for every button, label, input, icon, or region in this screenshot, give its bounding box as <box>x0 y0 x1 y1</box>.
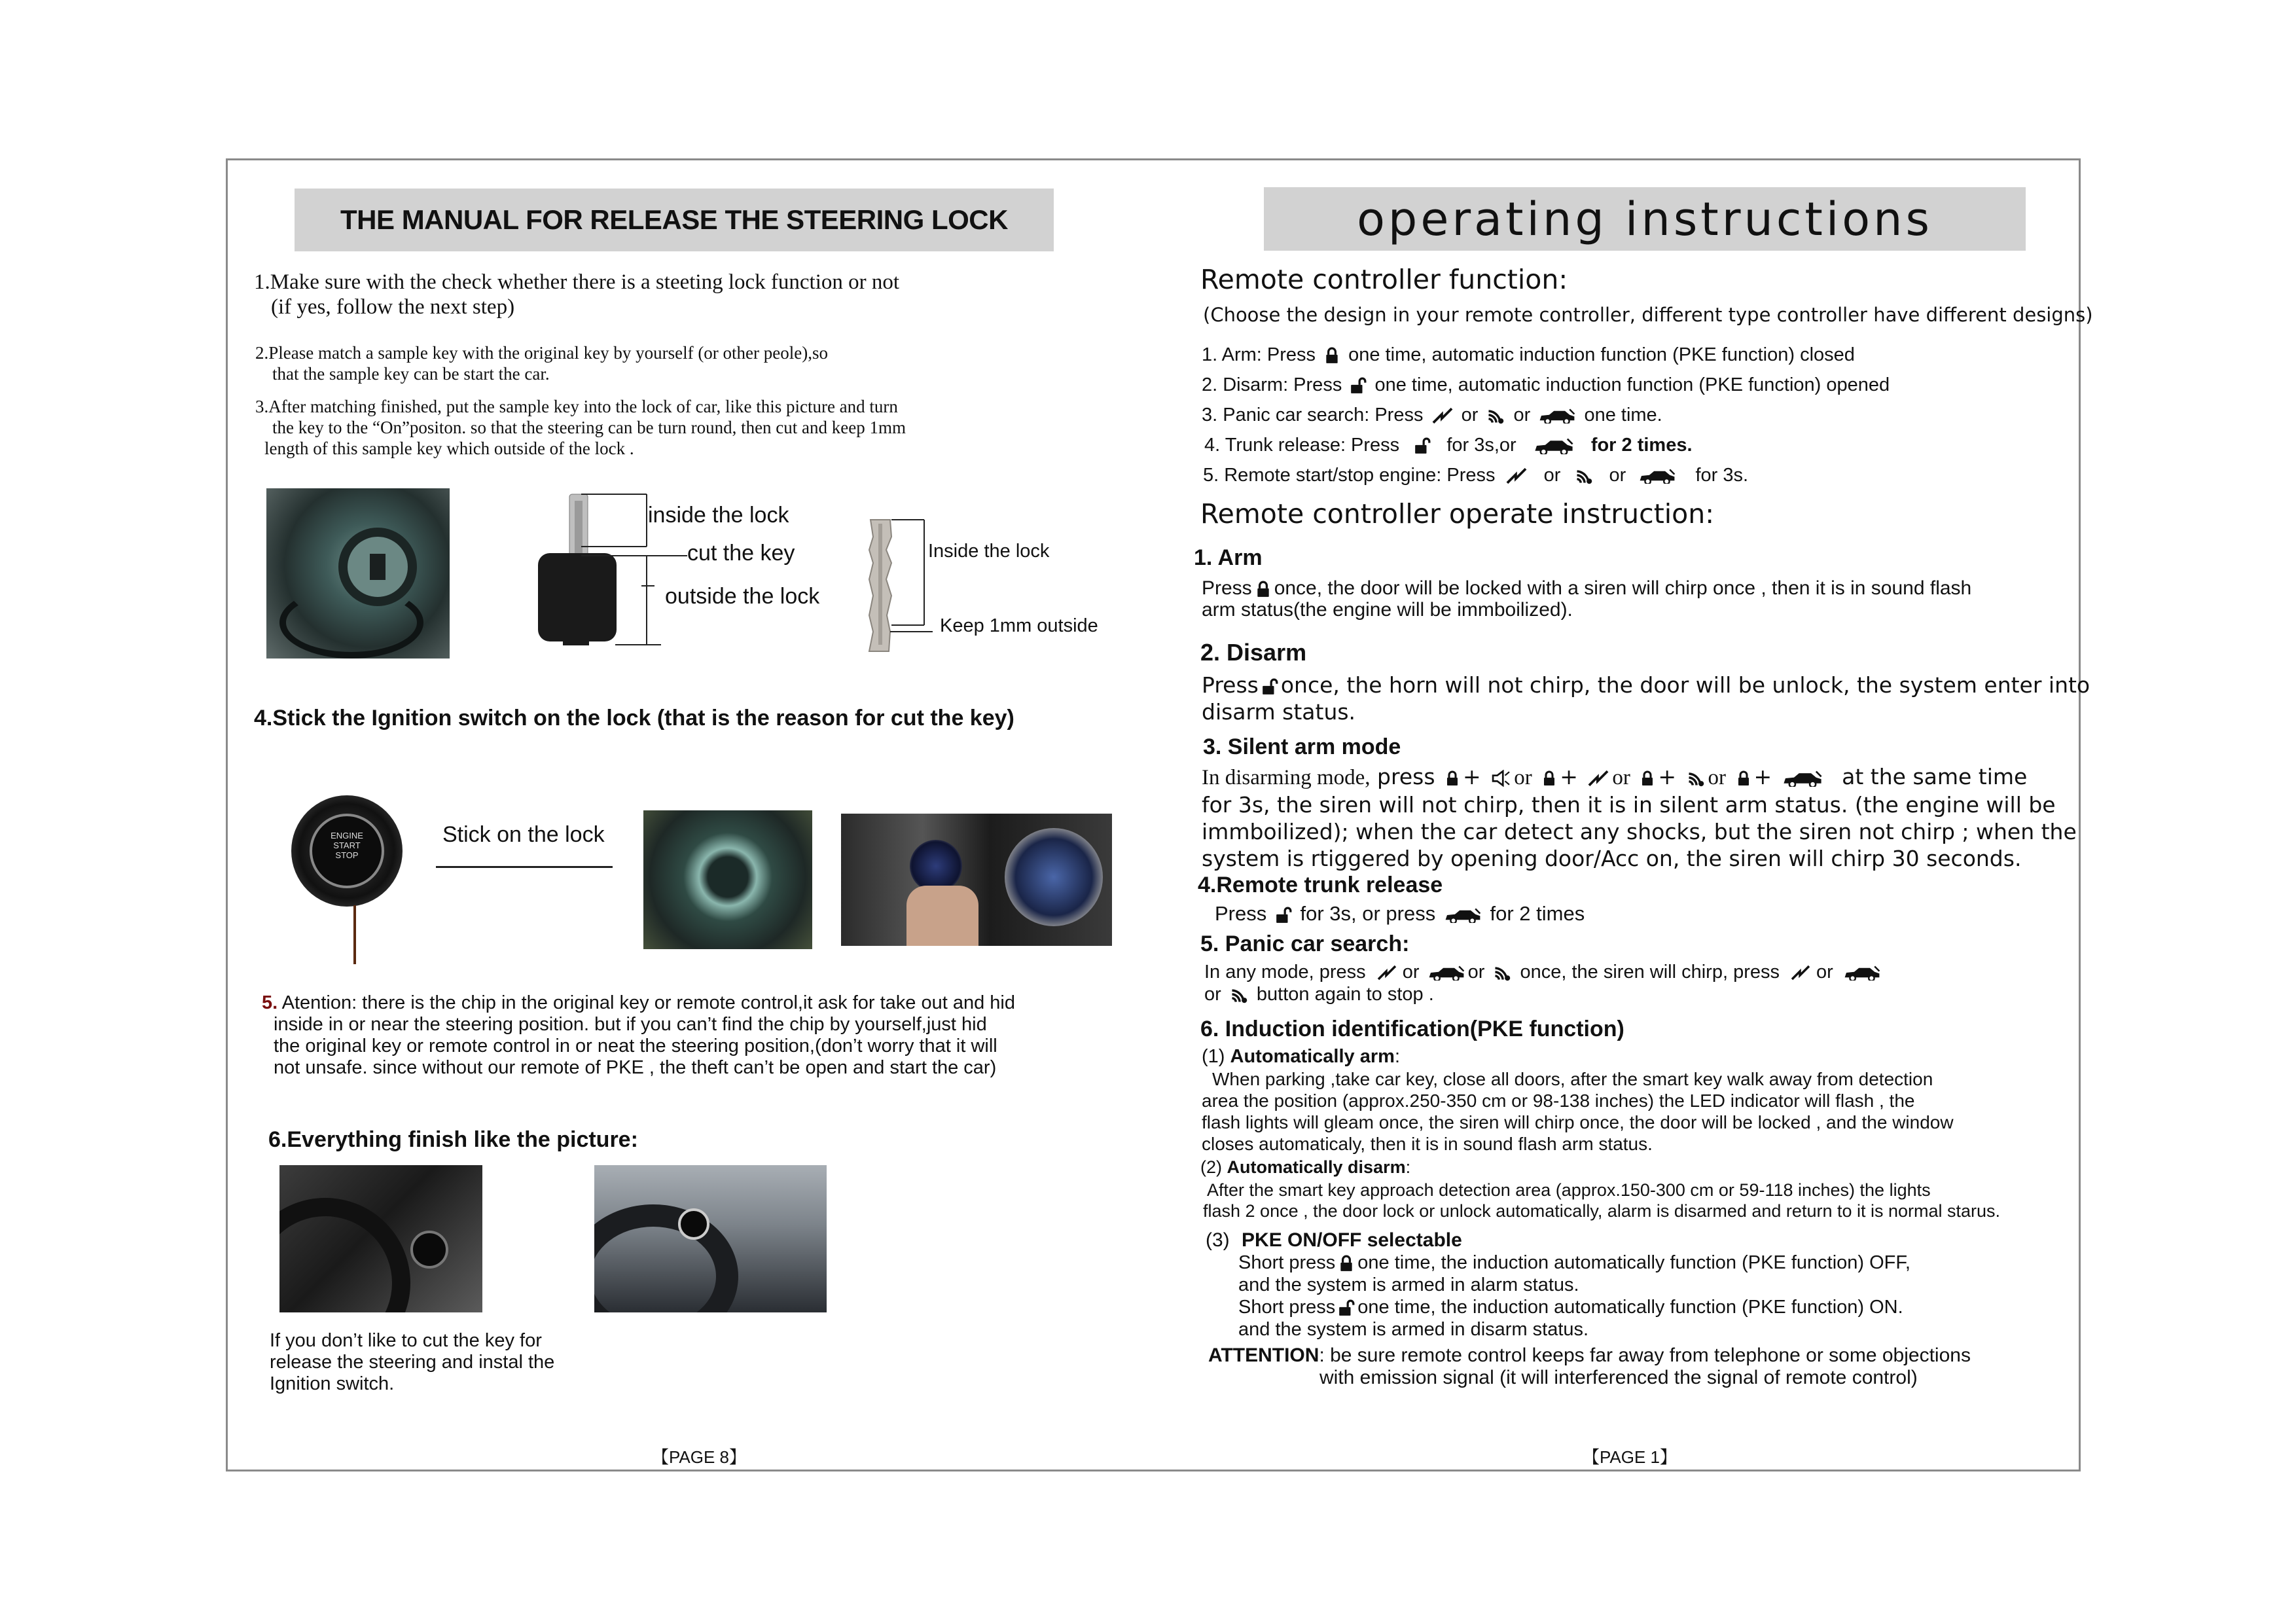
function-remote-start <box>1203 465 1748 486</box>
auto-arm-line-3: flash lights will gleam once, the siren will chirp once, the door will be locked , and the window <box>1202 1112 1954 1132</box>
signal-icon <box>1686 769 1706 787</box>
start-stop-button-photo <box>291 795 403 907</box>
lock-icon <box>1444 770 1460 786</box>
step-6: 6.Everything finish like the picture: <box>268 1127 638 1152</box>
car-icon <box>1532 437 1575 454</box>
auto-arm-line-4: closes automaticaly, then it is in sound flash arm status. <box>1202 1134 1653 1154</box>
label-keep-1mm: Keep 1mm outside <box>940 615 1098 636</box>
bolt-icon <box>1503 467 1530 484</box>
step-5-line-2: inside in or near the steering position. but if you can’t find the chip by yourself,just hid <box>274 1014 987 1035</box>
step-2-line-2: that the sample key can be start the car. <box>272 364 550 384</box>
unlock-icon <box>1338 1299 1355 1316</box>
note-line-2: release the steering and instal the <box>270 1352 555 1373</box>
button-text-stop: STOP <box>335 850 359 860</box>
auto-arm-label: Automatically arm <box>1230 1046 1395 1067</box>
function-remote-start-desc: for 3s. <box>1695 465 1749 486</box>
function-arm-desc: one time, automatic induction function (PKE function) closed <box>1348 344 1855 365</box>
trunk-release-description <box>1215 902 1585 926</box>
signal-icon <box>1492 964 1512 982</box>
function-disarm-label: 2. Disarm: Press <box>1202 374 1342 395</box>
bolt-icon <box>1587 770 1609 787</box>
label-outside-lock: outside the lock <box>665 584 820 609</box>
car-icon <box>1782 770 1823 787</box>
pke-selectable-label-line <box>1206 1229 1462 1252</box>
step-5-line-4: not unsafe. since without our remote of PKE , the theft can’t be open and start the car) <box>274 1057 997 1078</box>
pke-selectable-label: PKE ON/OFF selectable <box>1242 1229 1462 1251</box>
right-title-bar <box>1264 187 2026 251</box>
auto-disarm-description <box>1203 1180 2000 1221</box>
lock-icon <box>1338 1255 1355 1272</box>
silent-arm-line-4: system is rtiggered by opening door/Acc on, the siren will chirp 30 seconds. <box>1202 846 2022 871</box>
function-trunk-label: 4. Trunk release: Press <box>1204 435 1400 456</box>
right-page-number: 【PAGE 1】 <box>1583 1447 1677 1467</box>
car-icon <box>1841 965 1883 981</box>
silent-arm-end: at the same time <box>1842 764 2028 789</box>
stick-label: Stick on the lock <box>442 822 605 847</box>
step-4: 4.Stick the Ignition switch on the lock (that is the reason for cut the key) <box>254 706 1014 731</box>
step-3-line-3: length of this sample key which outside of the lock . <box>264 439 634 458</box>
step-3 <box>255 396 906 459</box>
auto-disarm-label: Automatically disarm <box>1227 1157 1406 1177</box>
lock-icon <box>1541 770 1557 786</box>
note-line-3: Ignition switch. <box>270 1373 395 1394</box>
cut-key-note <box>270 1330 554 1395</box>
pke-off-line-2: and the system is armed in alarm status. <box>1238 1274 1579 1295</box>
press-text: Press <box>1202 577 1252 599</box>
right-page-title: operating instructions <box>1357 192 1933 246</box>
disarm-description <box>1202 672 2090 725</box>
disarm-line-1: once, the horn will not chirp, the door will be unlock, the system enter into <box>1280 672 2090 698</box>
arm-line-1: once, the door will be locked with a siren will chirp once , then it is in sound flash <box>1274 577 1972 599</box>
silent-arm-mode-text: In disarming mode, <box>1202 766 1371 789</box>
auto-arm-label-line: (1) Automatically arm: <box>1202 1046 1400 1067</box>
operate-heading: Remote controller operate instruction: <box>1200 498 1715 530</box>
speaker-icon <box>1490 770 1511 787</box>
or-text: or <box>1514 766 1532 789</box>
or-text: or <box>1543 465 1561 486</box>
panic-text: In any mode, press <box>1204 962 1366 983</box>
trunk-release-text: for 3s, or press <box>1300 902 1436 925</box>
press-text: press <box>1377 764 1435 789</box>
button-text-engine: ENGINE <box>331 831 363 840</box>
step-1 <box>254 270 899 319</box>
attention-label: ATTENTION <box>1208 1344 1319 1366</box>
button-text-start: START <box>333 840 361 850</box>
note-line-1: If you don’t like to cut the key for <box>270 1330 542 1351</box>
auto-arm-description <box>1202 1068 1954 1155</box>
step-5-line-3: the original key or remote control in or neat the steering position,(don’t worry that it will <box>274 1036 997 1056</box>
plus-text: + <box>1560 764 1578 789</box>
trunk-release-heading: 4.Remote trunk release <box>1198 873 1443 897</box>
car-icon <box>1427 965 1465 981</box>
step-5 <box>262 992 1015 1079</box>
press-text: Press <box>1202 672 1259 698</box>
attention-line-1: : be sure remote control keeps far away from telephone or some objections <box>1319 1344 1971 1366</box>
lock-icon <box>1323 347 1340 364</box>
step-2-line-1: 2.Please match a sample key with the original key by yourself (or other peole),so <box>255 343 828 363</box>
car-icon <box>1538 408 1576 424</box>
or-text: or <box>1708 766 1726 789</box>
lock-icon <box>1640 770 1655 786</box>
plus-text: + <box>1753 764 1772 789</box>
rc-function-heading: Remote controller function: <box>1200 264 1568 295</box>
panic-description <box>1204 961 1886 1005</box>
pke-on-line-1: one time, the induction automatically function (PKE function) ON. <box>1357 1297 1903 1318</box>
or-text: or <box>1609 465 1626 486</box>
trunk-release-times: for 2 times <box>1490 902 1585 925</box>
function-disarm <box>1202 374 1890 396</box>
cut-key-diagram <box>851 517 936 655</box>
function-panic <box>1202 405 1662 426</box>
signal-icon <box>1573 467 1594 485</box>
or-text: or <box>1204 984 1221 1005</box>
attention-line-2: with emission signal (it will interferenced the signal of remote control) <box>1319 1367 1918 1388</box>
pke-selectable-description <box>1238 1252 1910 1341</box>
function-disarm-desc: one time, automatic induction function (PKE function) opened <box>1374 374 1890 395</box>
step-2 <box>255 342 828 384</box>
or-text: or <box>1402 962 1420 983</box>
label-cut-key: cut the key <box>687 541 795 566</box>
bolt-icon <box>1787 965 1814 981</box>
pke-heading: 6. Induction identification(PKE function) <box>1200 1017 1624 1041</box>
left-page-number: 【PAGE 8】 <box>652 1447 747 1467</box>
bolt-icon <box>1374 965 1400 981</box>
panic-text-3: button again to stop . <box>1256 984 1434 1005</box>
function-trunk-desc: for 3s,or <box>1446 435 1516 456</box>
step-5-number: 5. <box>262 992 278 1013</box>
silent-arm-line-2: for 3s, the siren will not chirp, then it is in silent arm status. (the engine will be <box>1202 792 2056 818</box>
step-1-line-2: (if yes, follow the next step) <box>271 295 515 319</box>
dashboard-button-photo <box>841 814 1112 946</box>
or-text: or <box>1612 766 1630 789</box>
function-arm <box>1202 344 1855 366</box>
silent-arm-description <box>1202 763 2077 872</box>
auto-arm-line-1: When parking ,take car key, close all doors, after the smart key walk away from detection <box>1212 1069 1933 1089</box>
step-3-line-2: the key to the “On”positon. so that the steering can be turn round, then cut and keep 1mm <box>272 418 906 437</box>
auto-arm-number: (1) <box>1202 1046 1225 1067</box>
lock-icon <box>1255 581 1272 598</box>
or-text: or <box>1816 962 1833 983</box>
step-5-line-1: Atention: there is the chip in the original key or remote control,it ask for take out and hid <box>281 992 1015 1013</box>
stick-label-underline <box>436 866 613 868</box>
panic-text-2: once, the siren will chirp, press <box>1520 962 1780 983</box>
unlock-icon <box>1412 437 1432 454</box>
silent-arm-line-3: immboilized); when the car detect any shocks, but the siren not chirp ; when the <box>1202 819 2077 844</box>
label-inside-lock-2: Inside the lock <box>928 541 1050 562</box>
car-icon <box>1638 468 1677 484</box>
steering-finished-photo-1 <box>279 1165 482 1312</box>
or-text: or <box>1461 405 1479 425</box>
ignition-lock-photo <box>266 488 450 659</box>
pke-selectable-number: (3) <box>1206 1229 1230 1251</box>
silent-arm-heading: 3. Silent arm mode <box>1203 734 1401 759</box>
disarm-heading: 2. Disarm <box>1200 639 1307 666</box>
lock-icon <box>1736 770 1751 786</box>
function-trunk <box>1204 435 1693 456</box>
arm-line-2: arm status(the engine will be immboilized). <box>1202 599 1573 621</box>
arm-description <box>1202 577 1971 621</box>
function-remote-start-label: 5. Remote start/stop engine: Press <box>1203 465 1496 486</box>
signal-icon <box>1486 406 1505 425</box>
plus-text: + <box>1463 764 1481 789</box>
pke-on-line-2: and the system is armed in disarm status. <box>1238 1319 1589 1340</box>
auto-disarm-number: (2) <box>1200 1157 1222 1177</box>
left-title-bar <box>295 189 1054 251</box>
arm-heading: 1. Arm <box>1194 545 1263 570</box>
auto-disarm-label-line: (2) Automatically disarm: <box>1200 1157 1411 1177</box>
left-page-title: THE MANUAL FOR RELEASE THE STEERING LOCK <box>340 204 1008 235</box>
disarm-line-2: disarm status. <box>1202 699 1356 725</box>
steering-finished-photo-2 <box>594 1165 827 1312</box>
bolt-icon <box>1431 407 1454 424</box>
short-press-text: Short press <box>1238 1297 1336 1318</box>
step-3-line-1: 3.After matching finished, put the sample key into the lock of car, like this picture and turn <box>255 397 898 416</box>
ignition-ring-photo <box>643 810 812 949</box>
plus-text: + <box>1658 764 1676 789</box>
signal-icon <box>1229 986 1249 1004</box>
rc-function-note: (Choose the design in your remote controller, different type controller have different designs) <box>1203 304 2093 326</box>
label-inside-lock: inside the lock <box>648 503 789 528</box>
attention-note <box>1208 1344 1971 1389</box>
panic-heading: 5. Panic car search: <box>1200 931 1410 956</box>
step-1-line-1: 1.Make sure with the check whether there is a steeting lock function or not <box>254 270 900 294</box>
pke-off-line-1: one time, the induction automatically function (PKE function) OFF, <box>1357 1252 1910 1273</box>
or-text: or <box>1467 962 1485 983</box>
function-panic-desc: one time. <box>1584 405 1662 425</box>
auto-arm-line-2: area the position (approx.250-350 cm or 98-138 inches) the LED indicator will flash , the <box>1202 1091 1915 1111</box>
auto-disarm-line-1: After the smart key approach detection area (approx.150-300 cm or 59-118 inches) the lights <box>1207 1180 1931 1200</box>
unlock-icon <box>1261 678 1278 695</box>
auto-disarm-line-2: flash 2 once , the door lock or unlock automatically, alarm is disarmed and return to it is normal starus. <box>1203 1201 2001 1221</box>
unlock-icon <box>1275 907 1292 924</box>
or-text: or <box>1513 405 1531 425</box>
short-press-text: Short press <box>1238 1252 1336 1273</box>
car-icon <box>1444 907 1482 923</box>
unlock-icon <box>1350 377 1367 394</box>
function-arm-label: 1. Arm: Press <box>1202 344 1316 365</box>
function-trunk-times: for 2 times. <box>1590 435 1693 456</box>
function-panic-label: 3. Panic car search: Press <box>1202 405 1424 425</box>
press-text: Press <box>1215 902 1267 925</box>
